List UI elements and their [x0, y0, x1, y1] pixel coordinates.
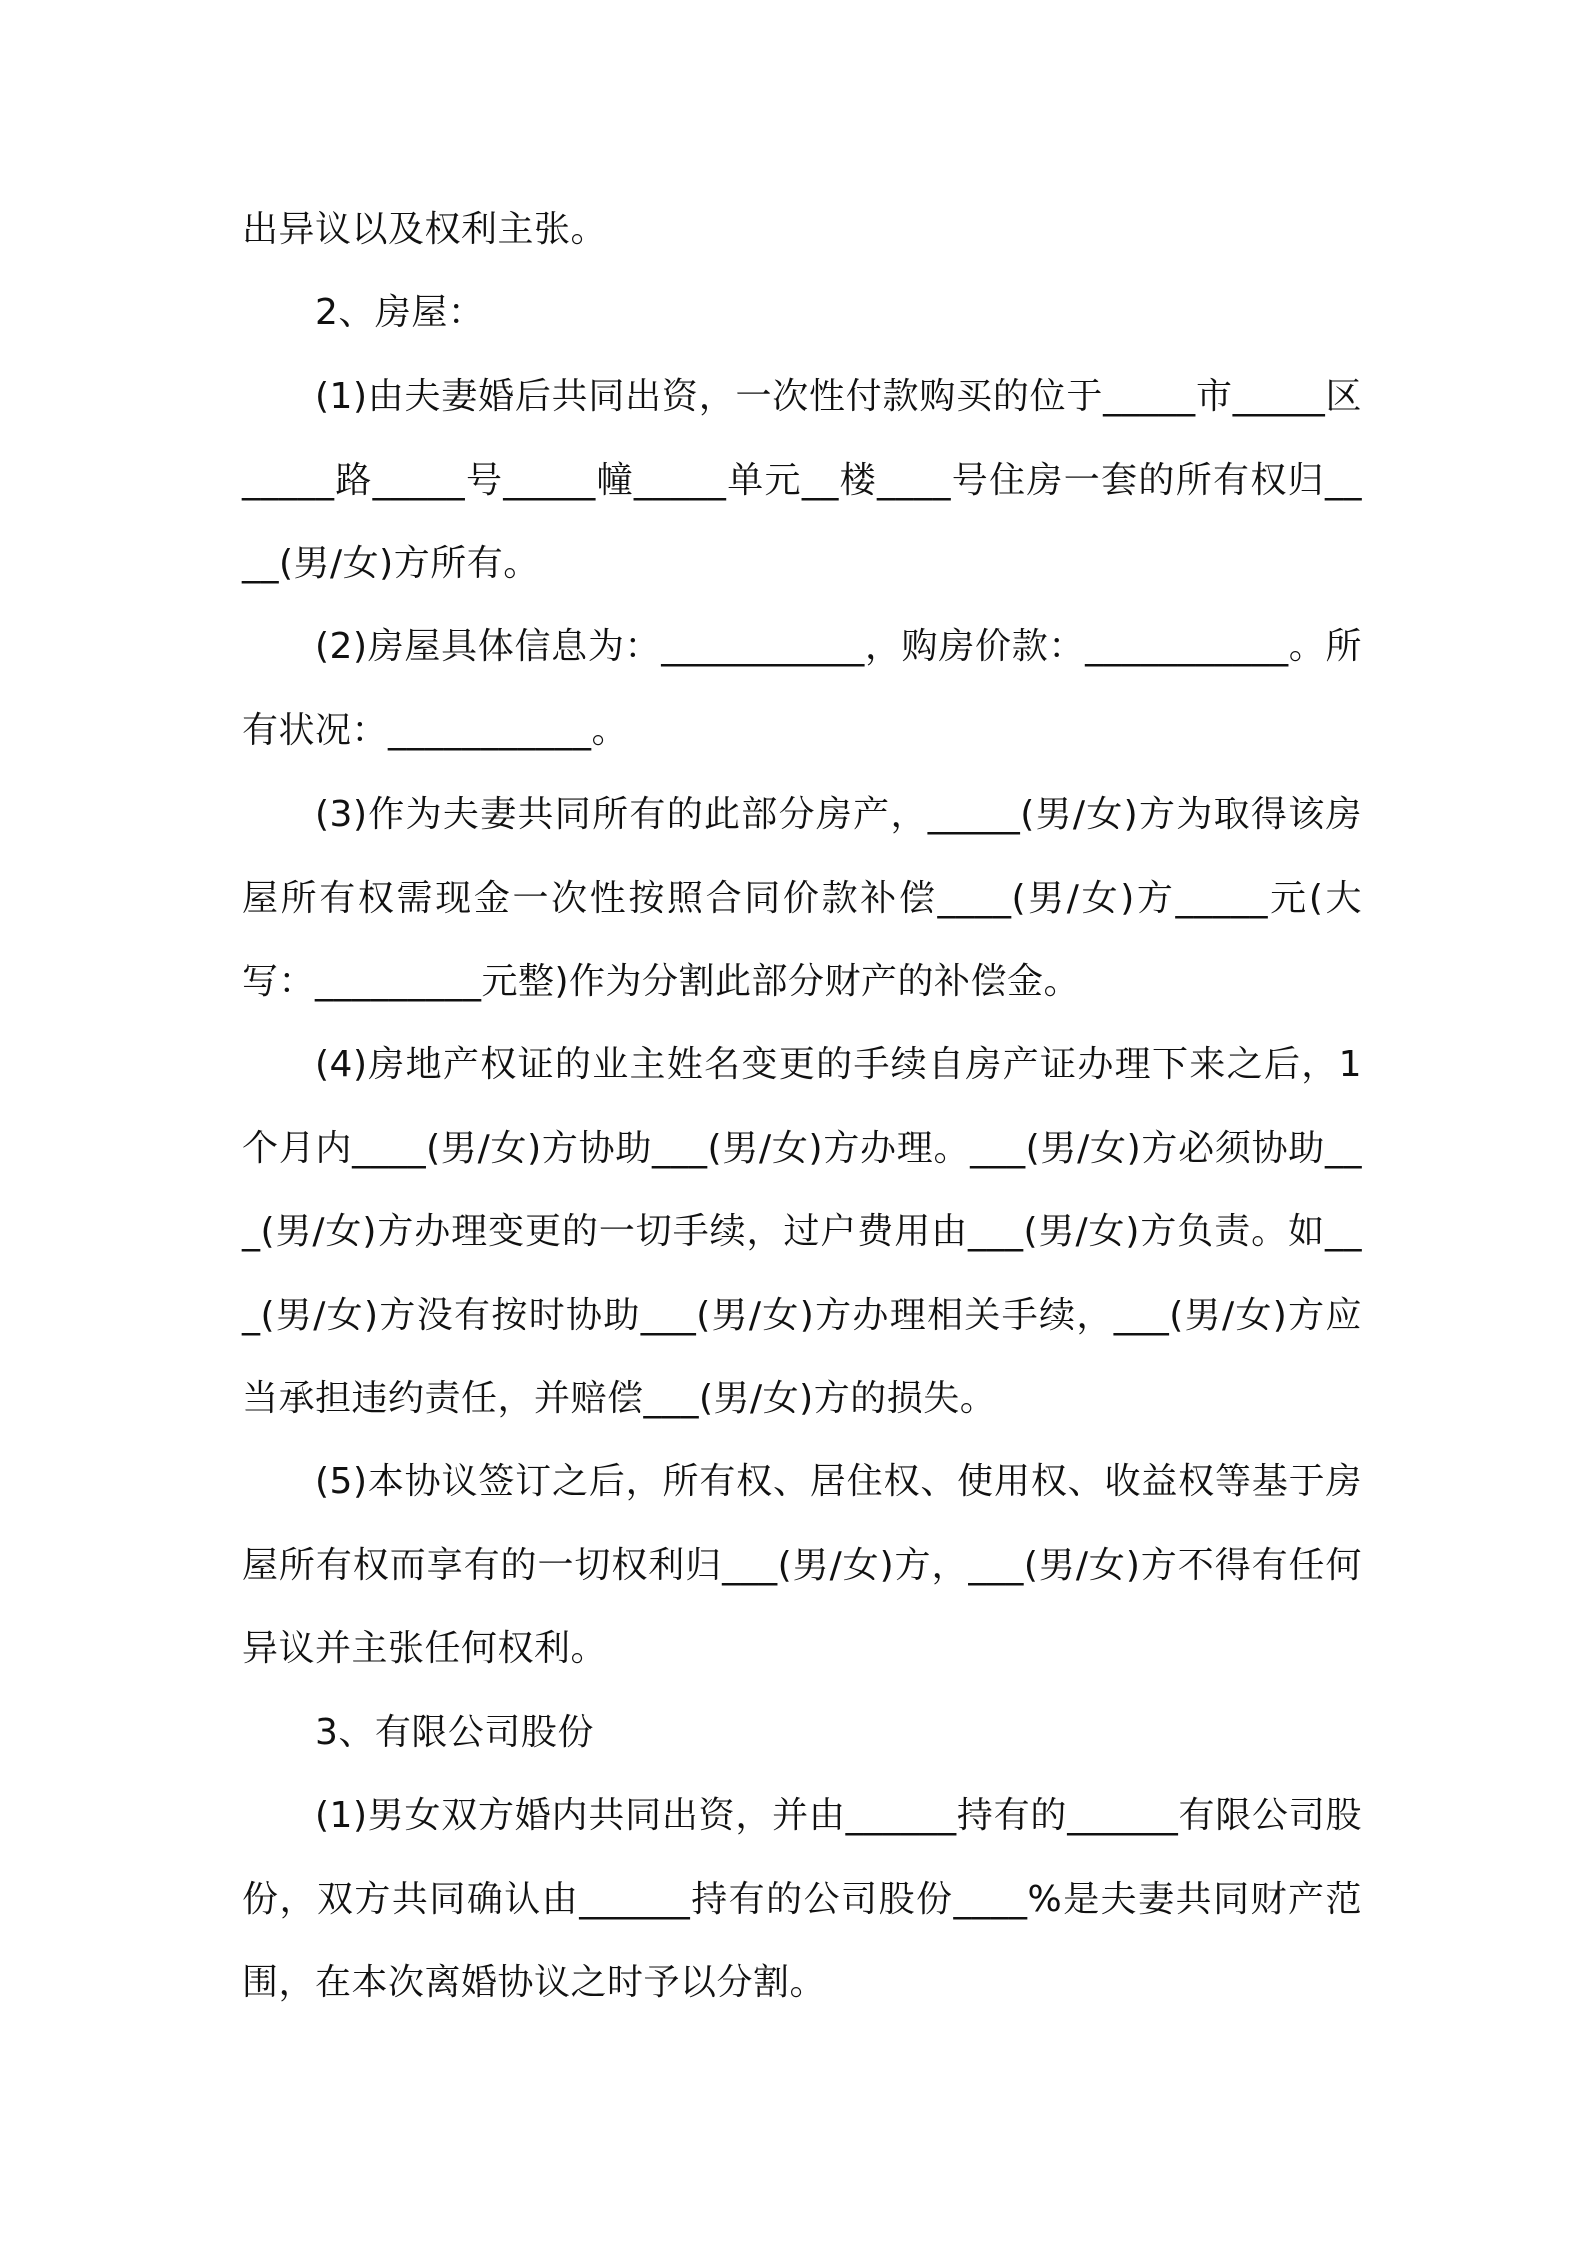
- clause-shares-1: (1)男女双方婚内共同出资，并由______持有的______有限公司股份，双方共同确认由______持有的公司股份____%是夫妻共同财产范围，在本次离婚协议之时予以分割。: [242, 1795, 1362, 2003]
- section-heading-house: 2、房屋：: [315, 292, 485, 333]
- clause-house-1: (1)由夫妻婚后共同出资，一次性付款购买的位于_____市_____区_____路_____号_____幢_____单元__楼____号住房一套的所有权归____(男/女)方所有。: [242, 376, 1362, 584]
- paragraph-continuation: 出异议以及权利主张。: [242, 209, 608, 250]
- clause-house-3: (3)作为夫妻共同所有的此部分房产，_____(男/女)方为取得该房屋所有权需现金一次性按照合同价款补偿____(男/女)方_____元(大写：_________元整)作为分割此部分财产的补偿金。: [242, 794, 1362, 1002]
- section-heading-company-shares: 3、有限公司股份: [315, 1712, 594, 1753]
- clause-house-2: (2)房屋具体信息为：___________，购房价款：___________。所有状况：___________。: [242, 626, 1362, 751]
- clause-house-4: (4)房地产权证的业主姓名变更的手续自房产证办理下来之后，1个月内____(男/女)方协助___(男/女)方办理。___(男/女)方必须协助___(男/女)方办理变更的一切手续，过户费用由___(男/女)方负责。如___(男/女)方没有按时协助___(男/女)方办理相关手续，___(男/女)方应当承担违约责任，并赔偿___(男/女)方的损失。: [242, 1044, 1362, 1419]
- clause-house-5: (5)本协议签订之后，所有权、居住权、使用权、收益权等基于房屋所有权而享有的一切权利归___(男/女)方，___(男/女)方不得有任何异议并主张任何权利。: [242, 1461, 1362, 1669]
